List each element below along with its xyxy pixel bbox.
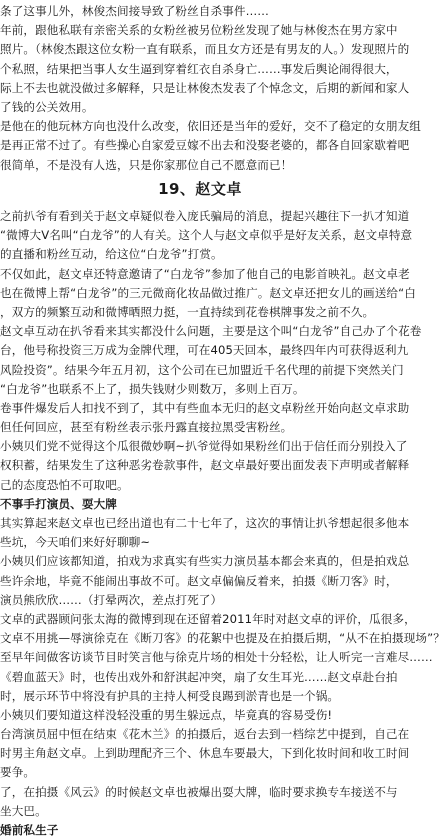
text-line: 际上不去也就没做过多解释，只是让林俊杰发表了个悼念文，后期的新闻和家人 <box>0 80 410 95</box>
text-line: “微博大V名叫“白龙爷”的人有关。这个人与赵文卓似乎是好友关系，赵文卓特意 <box>0 228 413 243</box>
text-line: 了钱的公关效用。 <box>0 99 94 114</box>
text-line: 文卓不用挑—辱演徐克在《断刀客》的花絮中也提及在拍摄后期，“从不在拍摄现场”？ <box>0 631 445 646</box>
text-line: 些坑，今天咱们来好好聊聊~ <box>0 535 151 550</box>
text-line: 小姨贝们要知道这样没轻没重的男生躲远点，毕竟真的容易受伤! <box>0 707 333 722</box>
subheading: 婚前私生子 <box>0 823 59 837</box>
text-line: 至早年间做客访谈节目时笑言他与徐克片场的相处十分轻松，让人听完一言难尽…… <box>0 650 433 665</box>
text-line: 风险投资”。结果今年五月初，这个公司在已加盟近千名代理的前提下突然关门 <box>0 362 404 377</box>
text-line: 的直播和粉丝互动，给这位“白龙爷”打赏。 <box>0 247 223 262</box>
text-line: 年前，跟他私联有亲密关系的女粉丝被另位粉丝发现了她与林俊杰在男方家中 <box>0 23 398 38</box>
text-line: “白龙爷”也联系不上了，损失钱财少则数万，多则上百万。 <box>0 381 305 396</box>
text-line: 演员熊欣欣……（打晕两次，差点打死了） <box>0 592 223 607</box>
section-body <box>0 207 445 840</box>
text-line: 时，展示环节中将没有护具的主持人柯受良踢到淤青也是一个锅。 <box>0 688 340 703</box>
text-line: 其实算起来赵文卓也已经出道也有二十七年了，这次的事情让扒爷想起很多他本 <box>0 516 410 530</box>
text-line: 很简单，不是没有人选，只是你家那位自己不愿意而已！ <box>0 157 293 172</box>
text-line: 《碧血蓝天》时，也传出戏外和舒淇起冲突，扇了女生耳光……赵文卓赴台拍 <box>0 669 398 684</box>
subheading: 不事手打演员、耍大牌 <box>0 496 117 511</box>
text-line: 己的态度恐怕不可取吧。 <box>0 477 129 492</box>
text-line: 卷事件爆发后人扣找不到了，其中有些血本无归的赵文卓粉丝开始向赵文卓求助 <box>0 400 410 415</box>
text-line: 条了这事儿外，林俊杰间接导致了粉丝自杀事件…… <box>0 4 269 18</box>
text-line: 赵文卓互动在扒爷看来其实都没什么问题，主要是这个叫“白龙爷”自己办了个花卷 <box>0 324 422 339</box>
text-line: 照片。（林俊杰跟这位女粉一直有联系，而且女方还是有男友的人。）发现照片的 <box>0 42 410 57</box>
text-line: 文卓的武器顾问张太海的微博到现在还留着2011年时对赵文卓的评价，瓜很多， <box>0 611 416 626</box>
text-line: 时男主角赵文卓。上到助理配齐三个、休息车要最大，下到化妆时间和收工时间 <box>0 746 410 761</box>
text-line: 个私照，结果把当事人女生逼到穿着红衣自杀身亡……事发后舆论闹得很大， <box>0 61 398 76</box>
text-line: 小姨贝们应该都知道，拍戏为求真实有些实力演员基本都会来真的，但是拍戏总 <box>0 554 410 569</box>
text-line: 些许余地，毕竟不能闹出事故不可。赵文卓偏偏反着来，拍摄《断刀客》时， <box>0 573 398 588</box>
text-line: 但任何回应，甚至有粉丝表示张丹露直接拉黑受害粉丝。 <box>0 420 293 435</box>
text-line: 不仅如此，赵文卓还特意邀请了“白龙爷”参加了他自己的电影首映礼。赵文卓老 <box>0 266 410 281</box>
text-line: 也在微博上帮“白龙爷”的三元微商化妆品做过推广。赵文卓还把女儿的画送给“白 <box>0 285 416 300</box>
text-line: 台，他号称投资三万成为金牌代理，可在405天回本，最终四年内可获得返利九 <box>0 343 409 358</box>
text-line: 权积蓄，结果发生了这种恶劣卷款事件，赵文卓最好要出面发表下声明或者解释 <box>0 458 410 473</box>
previous-section-text <box>0 2 421 175</box>
text-line: 小姨贝们党不觉得这个瓜很微妙啊~扒爷觉得如果粉丝们出于信任而分别投入了 <box>0 439 408 454</box>
text-line: 是他在的他玩林方向也没什么改变，依旧还是当年的爱好，交不了稳定的女朋友组 <box>0 119 421 134</box>
text-line: 坐大巴。 <box>0 803 47 818</box>
text-line: 是再正常不过了。有些操心自家爱豆嫁不出去和没娶老婆的，都各自回家歇着吧 <box>0 138 410 153</box>
text-line: 要争。 <box>0 765 36 780</box>
section-title: 19、赵文卓 <box>158 180 242 198</box>
text-line: 之前扒爷有看到关于赵文卓疑似卷入庞氏骗局的消息，提起兴趣往下一扒才知道 <box>0 209 410 223</box>
text-line: ，双方的频繁互动和微博晒照力挺，一直持续到花卷棋牌事发之前不久。 <box>0 304 375 319</box>
text-line: 台湾演员屈中恒在结束《花木兰》的拍摄后，返台去到一档综艺中提到，自己在 <box>0 727 410 742</box>
text-line: 了，在拍摄《风云》的时候赵文卓也被爆出耍大牌，临时要求换专车接送不与 <box>0 784 398 799</box>
